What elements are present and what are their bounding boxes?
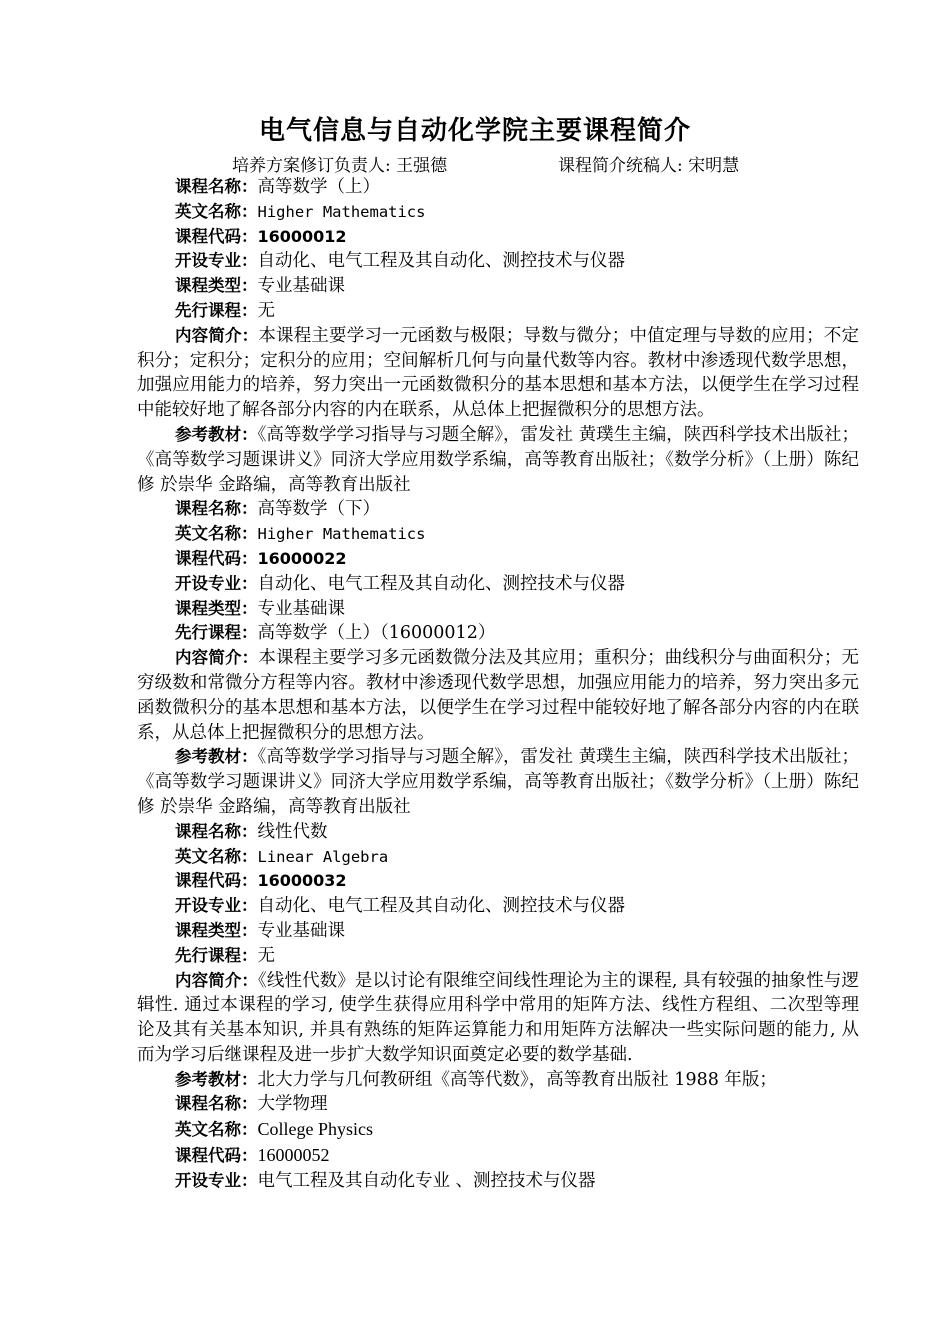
value: 16000012: [257, 226, 347, 246]
value: 本课程主要学习一元函数与极限；导数与微分；中值定理与导数的应用；不定积分；定积分；定积分的应用；空间解析几何与向量代数等内容。教材中渗透现代数学思想，加强应用能力的培养，努力突出一元函数微积分的基本思想和基本方法，以便学生在学习过程中能较好地了解各部分内容的内在联系，从总体上把握微积分的思想方法。: [137, 325, 860, 421]
value: 《高等数学学习指导与习题全解》，雷发社 黄璞生主编，陕西科学技术出版社；《高等数学习题课讲义》同济大学应用数学系编，高等教育出版社；《数学分析》（上册）陈纪修 於崇华 金路编，高等教育出版社: [137, 747, 860, 817]
english-name-row: [137, 1117, 859, 1143]
prerequisite-row: [137, 621, 859, 646]
course-name-row: [137, 497, 859, 522]
english-name-row: [137, 200, 859, 225]
value: College Physics: [257, 1119, 373, 1140]
english-name-row: [137, 845, 859, 870]
label: 参考教材：: [175, 747, 258, 767]
value: 自动化、电气工程及其自动化、测控技术与仪器: [257, 251, 625, 272]
value: 专业基础课: [257, 276, 345, 297]
intro-row: [137, 969, 859, 1068]
label: 英文名称：: [175, 524, 258, 544]
value: Linear Algebra: [257, 847, 389, 866]
major-row: [137, 1169, 859, 1194]
label: 课程类型：: [175, 276, 258, 296]
label: 课程代码：: [175, 1146, 258, 1166]
label: 课程名称：: [175, 821, 258, 841]
label: 课程名称：: [175, 1094, 258, 1114]
major-row: [137, 249, 859, 274]
label: 先行课程：: [175, 300, 258, 320]
english-name-row: [137, 522, 859, 547]
value: 16000052: [257, 1145, 330, 1166]
label: 内容简介：: [175, 970, 259, 990]
value: 电气工程及其自动化专业 、测控技术与仪器: [257, 1170, 596, 1191]
label: 课程代码：: [175, 548, 258, 568]
label: 开设专业：: [175, 251, 258, 271]
value: 线性代数: [257, 821, 328, 842]
label: 课程名称：: [175, 499, 258, 519]
intro-row: [137, 646, 859, 745]
intro-row: [137, 324, 859, 423]
document-body: [137, 175, 859, 1194]
label: 内容简介：: [175, 648, 259, 668]
value: 高等数学（上）（16000012）: [257, 623, 496, 644]
label: 先行课程：: [175, 623, 258, 643]
plan-lead: 培养方案修订负责人: 王强德: [232, 156, 448, 176]
value: 自动化、电气工程及其自动化、测控技术与仪器: [257, 896, 625, 917]
value: 《线性代数》是以讨论有限维空间线性理论为主的课程, 具有较强的抽象性与逻辑性. 通过本课程的学习, 使学生获得应用科学中常用的矩阵方法、线性方程组、二次型等理论及其有关基本知识, 并具有熟练的矩阵运算能力和用矩阵方法解决一些实际问题的能力, 从而为学习后继课程及进一步扩大数学知识面奠定必要的数学基础.: [137, 970, 860, 1065]
major-row: [137, 894, 859, 919]
label: 课程类型：: [175, 920, 258, 940]
course-name-row: [137, 1092, 859, 1117]
label: 英文名称：: [175, 201, 258, 221]
value: Higher Mathematics: [257, 525, 426, 544]
label: 课程代码：: [175, 871, 258, 891]
value: 高等数学（下）: [257, 499, 380, 520]
value: 《高等数学学习指导与习题全解》，雷发社 黄璞生主编，陕西科学技术出版社；《高等数学习题课讲义》同济大学应用数学系编，高等教育出版社；《数学分析》（上册）陈纪修 於崇华 金路编，高等教育出版社: [137, 424, 860, 495]
label: 内容简介：: [175, 325, 259, 345]
course-type-row: [137, 597, 859, 622]
label: 参考教材：: [175, 1069, 258, 1089]
document-title: 电气信息与自动化学院主要课程简介: [258, 116, 691, 146]
label: 课程名称：: [175, 177, 258, 196]
reference-row: [137, 423, 859, 497]
reference-row: [137, 1068, 859, 1093]
label: 开设专业：: [175, 573, 258, 593]
reference-row: [137, 745, 859, 819]
label: 英文名称：: [175, 846, 258, 866]
course-code-row: [137, 869, 859, 894]
course-name-row: [137, 820, 859, 845]
editor: 课程简介统稿人: 宋明慧: [558, 156, 740, 176]
value: 北大力学与几何教研组《高等代数》，高等教育出版社 1988 年版；: [257, 1069, 777, 1090]
label: 开设专业：: [175, 896, 258, 916]
label: 参考教材：: [175, 424, 258, 444]
major-row: [137, 572, 859, 597]
prerequisite-row: [137, 299, 859, 324]
label: 先行课程：: [175, 945, 258, 965]
value: Higher Mathematics: [257, 202, 426, 221]
course-type-row: [137, 919, 859, 944]
course-type-row: [137, 274, 859, 299]
value: 自动化、电气工程及其自动化、测控技术与仪器: [257, 573, 625, 594]
value: 大学物理: [257, 1094, 328, 1115]
value: 本课程主要学习多元函数微分法及其应用；重积分；曲线积分与曲面积分；无穷级数和常微分方程等内容。教材中渗透现代数学思想，加强应用能力的培养，努力突出多元函数微积分的基本思想和基本方法，以便学生在学习过程中能较好地了解各部分内容的内在联系，从总体上把握微积分的思想方法。: [137, 648, 860, 743]
label: 英文名称：: [175, 1120, 258, 1140]
value: 16000022: [257, 548, 347, 568]
label: 开设专业：: [175, 1170, 258, 1190]
label: 课程代码：: [175, 226, 258, 246]
value: 无: [257, 300, 275, 321]
course-code-row: [137, 1143, 859, 1169]
course-code-row: [137, 547, 859, 572]
prerequisite-row: [137, 944, 859, 969]
value: 专业基础课: [257, 598, 345, 619]
value: 16000032: [257, 871, 347, 891]
course-name-row: [137, 175, 859, 200]
label: 课程类型：: [175, 598, 258, 618]
value: 高等数学（上）: [257, 177, 380, 197]
value: 无: [257, 945, 275, 966]
course-code-row: [137, 225, 859, 250]
value: 专业基础课: [257, 920, 345, 941]
